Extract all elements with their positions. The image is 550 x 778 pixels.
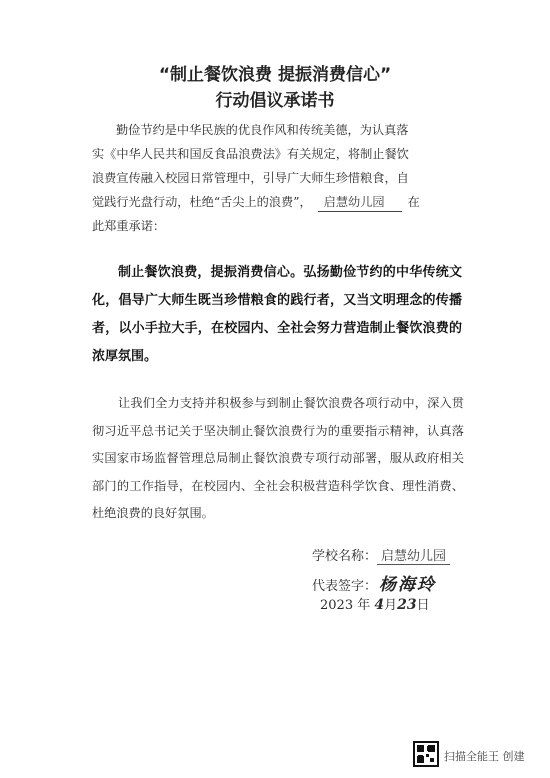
school-name-line — [312, 545, 450, 565]
representative-label: 代表签字： — [312, 579, 378, 594]
title-line-2: 行动倡议承诺书 — [215, 91, 335, 111]
date-line — [320, 594, 430, 613]
paragraph-intro — [92, 118, 464, 238]
commitment-text: 制止餐饮浪费，提振消费信心。弘扬勤俭节约的中华传统文化，倡导广大师生既当珍惜粮食的践行者，又当文明理念的传播者，以小手拉大手，在校园内、全社会努力营造制止餐饮浪费的浓厚氛围。 — [92, 265, 462, 364]
handwritten-signature: 杨海玲 — [379, 575, 437, 595]
representative-signature-line — [312, 570, 436, 595]
date-year: 2023 — [320, 598, 354, 613]
title-line-1: “制止餐饮浪费 提振消费信心” — [158, 65, 392, 85]
paragraph-support — [92, 390, 464, 528]
school-name-value: 启慧幼儿园 — [377, 545, 450, 565]
intro-line-3: 浪费宣传融入校园日常管理中，引导广大师生珍惜粮食，自 — [92, 171, 409, 185]
intro-line-4 — [92, 190, 464, 214]
qr-code-icon — [413, 741, 439, 767]
scanner-watermark: 扫描全能王 创建 — [444, 750, 525, 763]
intro-line-2: 实《中华人民共和国反食品浪费法》有关规定，将制止餐饮 — [92, 147, 409, 161]
school-name-label: 学校名称： — [312, 549, 378, 564]
support-text: 让我们全力支持并积极参与到制止餐饮浪费各项行动中，深入贯彻习近平总书记关于坚决制止餐饮浪费行为的重要指示精神，认真落实国家市场监督管理总局制止餐饮浪费专项行动部署，服从政府相关部门的工作指导，在校园内、全社会积极营造科学饮食、理性消费、杜绝浪费的良好氛围。 — [92, 396, 464, 520]
school-name-blank: 启慧幼儿园 — [318, 193, 402, 212]
intro-line-4-text: 觉践行光盘行动，杜绝“舌尖上的浪费”， — [92, 195, 312, 209]
date-year-unit: 年 — [353, 598, 375, 613]
intro-line-1: 勤俭节约是中华民族的优良作风和传统美德，为认真落 — [116, 123, 409, 137]
intro-line-4-tail: 在 — [407, 195, 420, 209]
date-month: 4 — [374, 597, 385, 613]
date-month-unit: 月 — [384, 598, 398, 613]
date-day-unit: 日 — [416, 598, 430, 613]
intro-line-5: 此郑重承诺： — [92, 219, 166, 233]
paragraph-commitment — [92, 259, 462, 371]
date-day: 23 — [397, 597, 417, 613]
